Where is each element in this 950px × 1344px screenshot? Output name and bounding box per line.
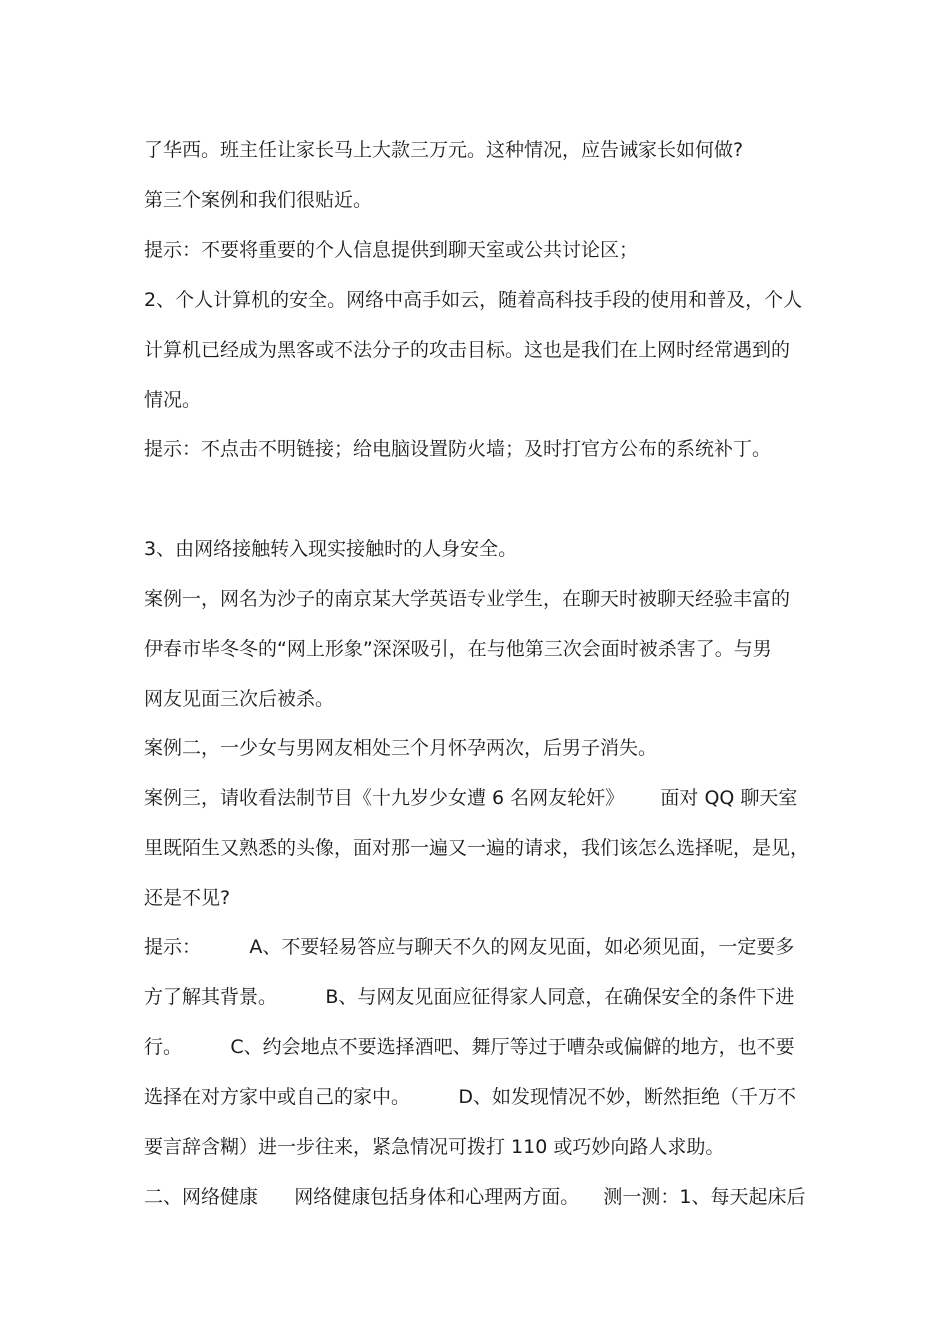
text-line: 方了解其背景。 B、与网友见面应征得家人同意，在确保安全的条件下进 — [144, 986, 795, 1008]
text-line: 提示：不要将重要的个人信息提供到聊天室或公共讨论区； — [144, 239, 639, 261]
text-line: 案例三，请收看法制节目《十九岁少女遭 6 名网友轮奸》 面对 QQ 聊天室 — [144, 787, 798, 809]
text-line: 还是不见? — [144, 887, 231, 909]
text-line: 行。 C、约会地点不要选择酒吧、舞厅等过于嘈杂或偏僻的地方，也不要 — [144, 1036, 795, 1058]
text-line: 3、由网络接触转入现实接触时的人身安全。 — [144, 538, 518, 560]
text-line: 案例二，一少女与男网友相处三个月怀孕两次，后男子消失。 — [144, 737, 658, 759]
text-line: 提示：不点击不明链接；给电脑设置防火墙；及时打官方公布的系统补丁。 — [144, 438, 772, 460]
text-line: 2、个人计算机的安全。网络中高手如云，随着高科技手段的使用和普及，个人 — [144, 289, 803, 311]
text-line: 选择在对方家中或自己的家中。 D、如发现情况不妙，断然拒绝（千万不 — [144, 1086, 796, 1108]
text-line: 提示： A、不要轻易答应与聊天不久的网友见面，如必须见面，一定要多 — [144, 936, 795, 958]
text-line: 计算机已经成为黑客或不法分子的攻击目标。这也是我们在上网时经常遇到的 — [144, 339, 791, 361]
text-line: 网友见面三次后被杀。 — [144, 688, 335, 710]
text-line: 案例一，网名为沙子的南京某大学英语专业学生，在聊天时被聊天经验丰富的 — [144, 588, 791, 610]
text-line: 情况。 — [144, 389, 202, 411]
text-line: 伊春市毕冬冬的“网上形象”深深吸引，在与他第三次会面时被杀害了。与男 — [144, 638, 772, 660]
text-line: 二、网络健康 网络健康包括身体和心理两方面。 测一测：1、每天起床后 — [144, 1186, 806, 1208]
text-line: 了华西。班主任让家长马上大款三万元。这种情况，应告诫家长如何做? — [144, 139, 744, 161]
text-line: 里既陌生又熟悉的头像，面对那一遍又一遍的请求，我们该怎么选择呢，是见， — [144, 837, 810, 859]
text-line: 第三个案例和我们很贴近。 — [144, 189, 373, 211]
text-line: 要言辞含糊）进一步往来，紧急情况可拨打 110 或巧妙向路人求助。 — [144, 1136, 725, 1158]
